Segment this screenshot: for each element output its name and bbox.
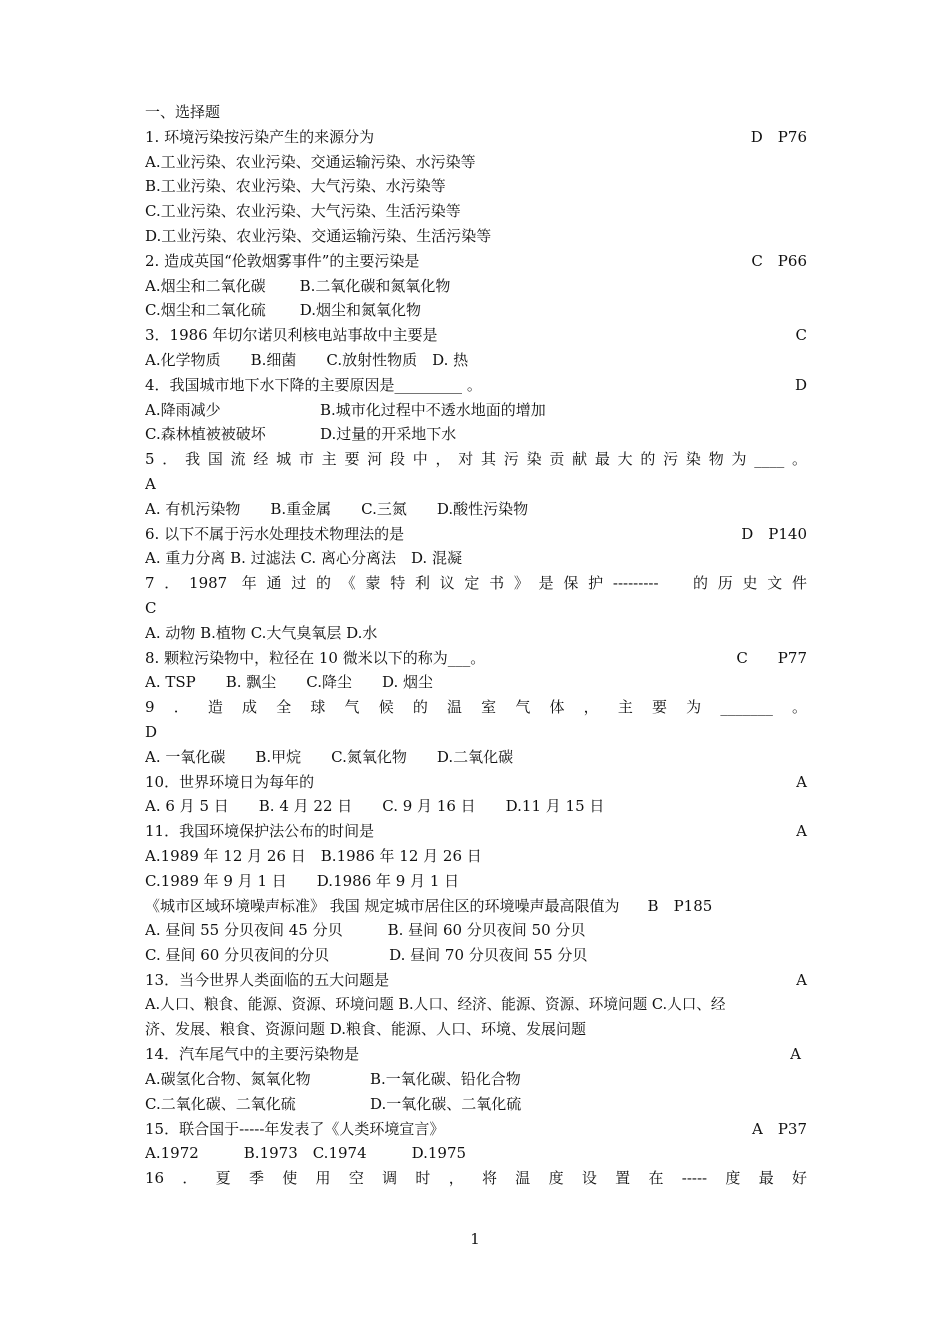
option-line: A.化学物质 B.细菌 C.放射性物质 D. 热 <box>145 350 469 369</box>
option-line: A. 有机污染物 B.重金属 C.三氮 D.酸性污染物 <box>145 499 529 518</box>
option-line: A.工业污染、农业污染、交通运输污染、水污染等 <box>145 152 476 171</box>
question-13 <box>145 968 807 993</box>
option-line: C.森林植被被破坏 D.过量的开采地下水 <box>145 425 457 444</box>
section-title: 一、选择题 <box>145 103 221 121</box>
answer-key: A <box>145 474 156 493</box>
answer-key: C <box>795 326 807 345</box>
question-text: 1. 环境污染按污染产生的来源分为 <box>145 127 375 146</box>
question-text: 6. 以下不属于污水处理技术物理法的是 <box>145 524 405 543</box>
question-text: 9．造成全球气候的温室气体，主要为_______。 <box>145 698 807 717</box>
answer-key: D <box>794 375 807 394</box>
option-line: C.工业污染、农业污染、大气污染、生活污染等 <box>145 202 461 221</box>
answer-line <box>145 720 807 745</box>
question-1 <box>145 125 807 150</box>
answer-key: C P77 <box>736 648 807 667</box>
question-9 <box>145 695 807 720</box>
question-text: 7．1987 年通过的《蒙特利议定书》是保护--------- 的历史文件 <box>145 574 807 593</box>
answer-key: D P76 <box>750 127 807 146</box>
question-12 <box>145 894 807 919</box>
option-line: A. 6 月 5 日 B. 4 月 22 日 C. 9 月 16 日 D.11 月 15 日 <box>145 797 605 816</box>
option-line: B.工业污染、农业污染、大气污染、水污染等 <box>145 177 446 196</box>
option-line: A.烟尘和二氧化碳 B.二氧化碳和氮氧化物 <box>145 276 451 295</box>
answer-key: A <box>796 772 807 791</box>
question-text: 14．汽车尾气中的主要污染物是 <box>145 1045 360 1064</box>
question-4 <box>145 373 807 398</box>
answer-key: A <box>790 1045 801 1064</box>
answer-key: D P140 <box>741 524 807 543</box>
question-text: 3．1986 年切尔诺贝利核电站事故中主要是 <box>145 326 438 345</box>
question-text: 13．当今世界人类面临的五大问题是 <box>145 970 390 989</box>
answer-key: C <box>145 598 157 617</box>
answer-line <box>145 596 807 621</box>
option-line: D.工业污染、农业污染、交通运输污染、生活污染等 <box>145 226 492 245</box>
page-number: 1 <box>470 1230 480 1248</box>
answer-key: C P66 <box>751 251 807 270</box>
option-line: C.烟尘和二氧化硫 D.烟尘和氮氧化物 <box>145 301 421 320</box>
question-14 <box>145 1042 807 1067</box>
exam-content <box>145 100 807 1191</box>
question-16 <box>145 1166 807 1191</box>
answer-key: B P185 <box>647 896 713 915</box>
option-line: A. 动物 B.植物 C.大气臭氧层 D.水 <box>145 623 378 642</box>
answer-line <box>145 472 807 497</box>
option-line: 济、发展、粮食、资源问题 D.粮食、能源、人口、环境、发展问题 <box>145 1020 587 1039</box>
question-7 <box>145 571 807 596</box>
question-2 <box>145 249 807 274</box>
option-line: A.碳氢化合物、氮氧化物 B.一氧化碳、铅化合物 <box>145 1070 521 1089</box>
question-8 <box>145 646 807 671</box>
option-line: C. 昼间 60 分贝夜间的分贝 D. 昼间 70 分贝夜间 55 分贝 <box>145 946 588 965</box>
question-text: 5．我国流经城市主要河段中，对其污染贡献最大的污染物为____。 <box>145 450 807 469</box>
option-line: A. 一氧化碳 B.甲烷 C.氮氧化物 D.二氧化碳 <box>145 747 514 766</box>
question-5 <box>145 447 807 472</box>
answer-key: D <box>145 722 158 741</box>
option-line: C.二氧化碳、二氧化硫 D.一氧化碳、二氧化硫 <box>145 1094 522 1113</box>
question-3 <box>145 323 807 348</box>
answer-key: A <box>796 822 807 841</box>
answer-key: A P37 <box>751 1119 807 1138</box>
question-text: 8. 颗粒污染物中，粒径在 10 微米以下的称为___。 <box>145 648 486 667</box>
option-line: C.1989 年 9 月 1 日 D.1986 年 9 月 1 日 <box>145 871 460 890</box>
answer-key: A <box>796 970 807 989</box>
option-line: A.1972 B.1973 C.1974 D.1975 <box>145 1144 467 1163</box>
question-text: 15．联合国于-----年发表了《人类环境宣言》 <box>145 1119 445 1138</box>
question-6 <box>145 522 807 547</box>
question-10 <box>145 770 807 795</box>
option-line: A. 昼间 55 分贝夜间 45 分贝 B. 昼间 60 分贝夜间 50 分贝 <box>145 921 586 940</box>
option-line: A. 重力分离 B. 过滤法 C. 离心分离法 D. 混凝 <box>145 549 462 568</box>
question-text: 10．世界环境日为每年的 <box>145 772 315 791</box>
option-line: A.降雨减少 B.城市化过程中不透水地面的增加 <box>145 400 546 419</box>
option-line: A. TSP B. 飘尘 C.降尘 D. 烟尘 <box>145 673 434 692</box>
question-11 <box>145 819 807 844</box>
question-text: 2. 造成英国“伦敦烟雾事件”的主要污染是 <box>145 251 420 270</box>
question-text: 4．我国城市地下水下降的主要原因是_________ 。 <box>145 375 482 394</box>
question-15 <box>145 1117 807 1142</box>
question-text: 《城市区域环境噪声标准》 我国 规定城市居住区的环境噪声最高限值为 <box>145 896 620 915</box>
question-text: 11．我国环境保护法公布的时间是 <box>145 822 375 841</box>
option-line: A.1989 年 12 月 26 日 B.1986 年 12 月 26 日 <box>145 846 482 865</box>
option-line: A.人口、粮食、能源、资源、环境问题 B.人口、经济、能源、资源、环境问题 C.人口、经 <box>145 995 726 1013</box>
question-text: 16．夏季使用空调时，将温度设置在-----度最好 <box>145 1169 807 1188</box>
